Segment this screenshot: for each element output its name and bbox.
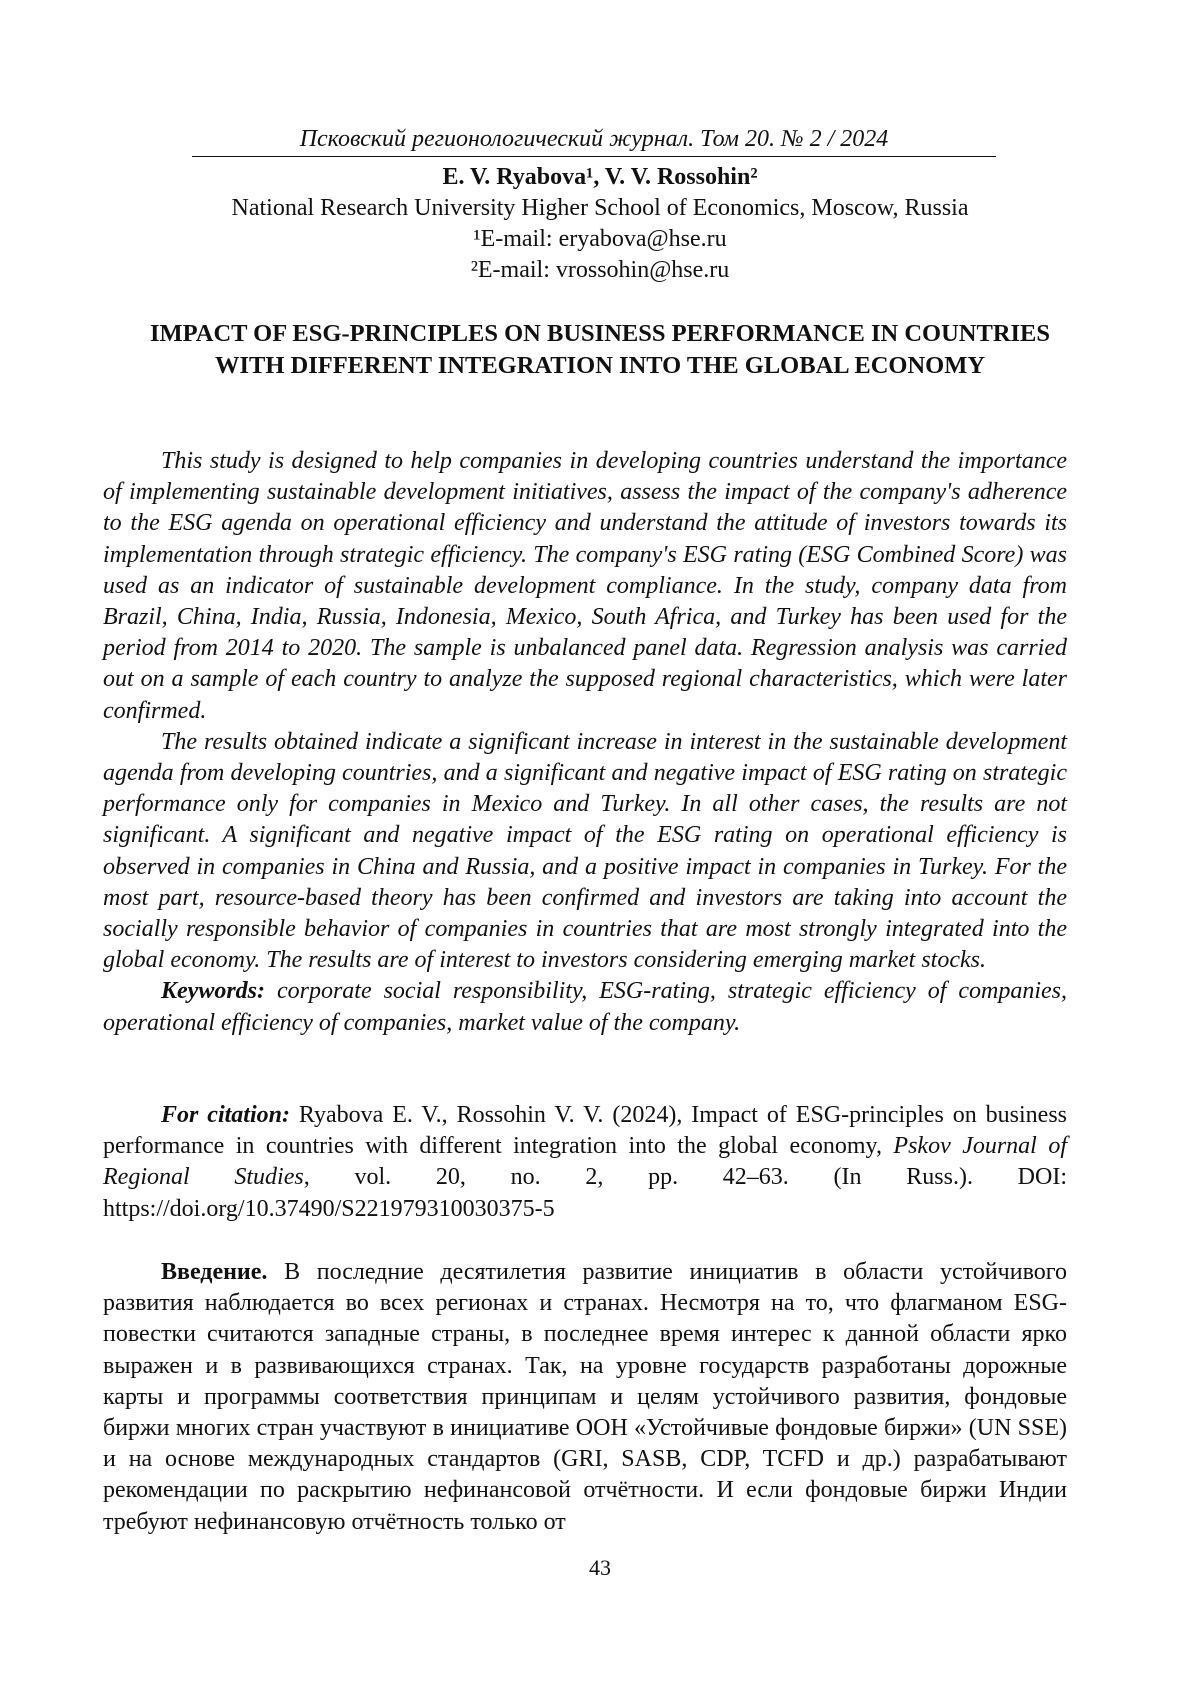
affiliation: National Research University Higher School of Economics, Moscow, Russia (231, 195, 969, 221)
author-names: E. V. Ryabova¹, V. V. Rossohin² (442, 164, 758, 190)
abstract-paragraph: The results obtained indicate a significant increase in interest in the sustainable development agenda from developing countries, and a significant and negative impact of ESG rating on strategic performance only for companies in Mexico and Turkey. In all other cases, the results are not significant. A significant and negative impact of the ESG rating on operational efficiency is observed in companies in China and Russia, and a positive impact in companies in Turkey. For the most part, resource-based theory has been confirmed and investors are taking into account the socially responsible behavior of companies in countries that are most strongly integrated into the global economy. The results are of interest to investors considering emerging market stocks. (103, 728, 1067, 974)
article-title: IMPACT OF ESG-PRINCIPLES ON BUSINESS PERFORMANCE IN COUNTRIES WITH DIFFERENT INTEGRATION INTO THE GLOBAL ECONOMY (149, 320, 1051, 379)
keywords-label: Keywords: (161, 978, 265, 1005)
intro-paragraph (103, 1257, 1067, 1538)
keywords (103, 976, 1067, 1038)
citation-text: Ryabova E. V., Rossohin V. V. (2024), Impact of ESG-principles on business performance in countries with different integration into the global economy, (103, 1102, 1068, 1160)
author-block (100, 162, 1100, 286)
abstract-paragraph: This study is designed to help companies in developing countries understand the importance of implementing sustainable development initiatives, assess the impact of the company's adherence to the ESG agenda on operational efficiency and understand the attitude of investors towards its implementation through strategic efficiency. The company's ESG rating (ESG Combined Score) was used as an indicator of sustainable development compliance. In the study, company data from Brazil, China, India, Russia, Indonesia, Mexico, South Africa, and Turkey has been used for the period from 2014 to 2020. The sample is unbalanced panel data. Regression analysis was carried out on a sample of each country to analyze the supposed regional characteristics, which were later confirmed. (103, 448, 1067, 724)
page-number: 43 (589, 1555, 611, 1580)
citation-text-tail: , vol. 20, no. 2, pp. 42–63. (In Russ.). DOI: https://doi.org/10.37490/S221979310030375-5 (103, 1164, 1067, 1222)
citation-journal-name: Pskov Journal of Regional Studies (103, 1133, 1067, 1191)
abstract (103, 446, 1067, 1039)
intro-text: В последние десятилетия развитие инициатив в области устойчивого развития наблюдается во всех регионах и странах. Несмотря на то, что флагманом ESG-повестки считаются западные страны, в последнее время интерес к данной области ярко выражен и в развивающихся странах. Так, на уровне государств разработаны дорожные карты и программы соответствия принципам и целям устойчивого развития, фондовые биржи многих стран участвуют в инициативе ООН «Устойчивые фондовые биржи» (UN SSE) и на основе международных стандартов (GRI, SASB, CDP, TCFD и др.) разрабатывают рекомендации по раскрытию нефинансовой отчётности. И если фондовые биржи Индии требуют нефинансовую отчётность только от (103, 1259, 1067, 1535)
header-rule (192, 156, 996, 157)
citation-paragraph (103, 1100, 1067, 1225)
intro-label: Введение. (161, 1259, 268, 1285)
keywords-text: corporate social responsibility, ESG-rating, strategic efficiency of companies, operational efficiency of companies, market value of the company. (103, 978, 1067, 1036)
email-1: ¹E-mail: eryabova@hse.ru (473, 226, 727, 252)
citation (103, 1100, 1067, 1225)
email-2: ²E-mail: vrossohin@hse.ru (470, 257, 730, 283)
running-head: Псковский регионологический журнал. Том 20. № 2 / 2024 (299, 126, 889, 152)
introduction (103, 1257, 1067, 1538)
citation-label: For citation: (161, 1102, 290, 1128)
